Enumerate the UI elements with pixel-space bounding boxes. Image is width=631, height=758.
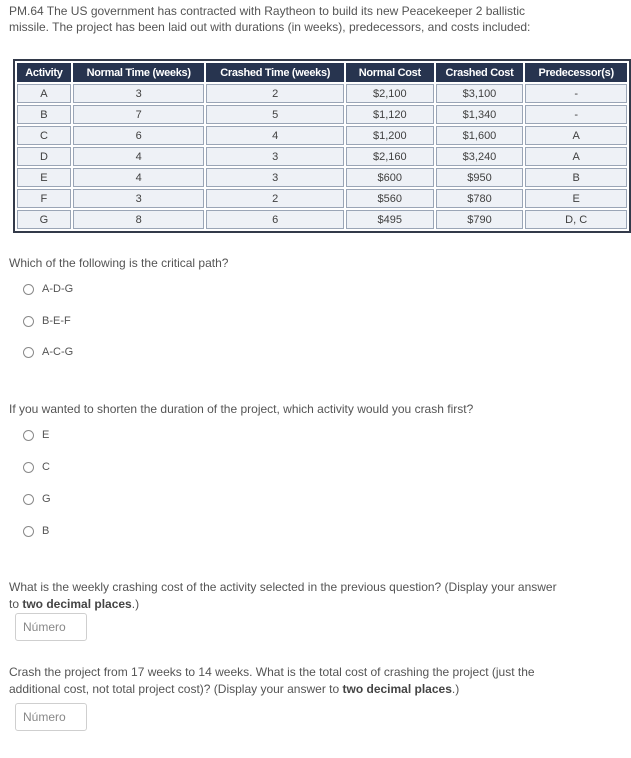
radio-button[interactable]	[23, 316, 34, 327]
option-label: C	[42, 461, 50, 473]
table-cell: -	[525, 105, 627, 124]
table-row	[17, 210, 627, 229]
question-line-2	[9, 681, 535, 698]
option-e[interactable]	[23, 429, 49, 441]
table-cell: $2,160	[346, 147, 434, 166]
text-post: .)	[451, 682, 460, 696]
radio-button[interactable]	[23, 430, 34, 441]
intro-line-2: missile. The project has been laid out with durations (in weeks), predecessors, and costs included:	[9, 20, 531, 34]
option-b[interactable]	[23, 525, 49, 537]
question-line-1: Crash the project from 17 weeks to 14 weeks. What is the total cost of crashing the project (just the	[9, 665, 535, 679]
activity-table-wrapper	[13, 59, 631, 233]
option-label: A-D-G	[42, 283, 74, 295]
option-a-d-g[interactable]	[23, 283, 73, 295]
question-line-2	[9, 596, 557, 613]
table-cell: $600	[346, 168, 434, 187]
text-pre: additional cost, not total project cost)? (Display your answer to	[9, 682, 343, 696]
option-label: B	[42, 525, 50, 537]
table-cell: 4	[73, 147, 205, 166]
table-cell: B	[525, 168, 627, 187]
table-header-row	[17, 63, 627, 82]
table-body	[17, 84, 627, 229]
table-cell: D	[17, 147, 71, 166]
table-cell: D, C	[525, 210, 627, 229]
column-header: Normal Time (weeks)	[73, 63, 205, 82]
option-label: G	[42, 493, 51, 505]
table-cell: 5	[206, 105, 344, 124]
question-line-1: What is the weekly crashing cost of the activity selected in the previous question? (Display your answer	[9, 580, 557, 594]
column-header: Predecessor(s)	[525, 63, 627, 82]
column-header: Normal Cost	[346, 63, 434, 82]
table-cell: $950	[436, 168, 524, 187]
intro-line-1: PM.64 The US government has contracted with Raytheon to build its new Peacekeeper 2 ballistic	[9, 4, 526, 18]
question-total-crash-cost	[9, 664, 535, 698]
table-row	[17, 189, 627, 208]
option-g[interactable]	[23, 493, 51, 505]
column-header: Crashed Cost	[436, 63, 524, 82]
table-row	[17, 147, 627, 166]
table-cell: $3,240	[436, 147, 524, 166]
table-cell: 2	[206, 189, 344, 208]
column-header: Activity	[17, 63, 71, 82]
table-row	[17, 84, 627, 103]
text-pre: to	[9, 597, 23, 611]
radio-button[interactable]	[23, 347, 34, 358]
table-cell: $1,340	[436, 105, 524, 124]
table-cell: E	[17, 168, 71, 187]
activity-table	[13, 59, 631, 233]
question-weekly-crash-cost	[9, 579, 557, 613]
table-cell: 3	[73, 189, 205, 208]
table-row	[17, 168, 627, 187]
table-cell: $560	[346, 189, 434, 208]
table-cell: 3	[73, 84, 205, 103]
table-cell: F	[17, 189, 71, 208]
table-cell: 6	[206, 210, 344, 229]
option-label: A-C-G	[42, 346, 74, 358]
option-b-e-f[interactable]	[23, 315, 71, 327]
table-cell: G	[17, 210, 71, 229]
problem-intro	[9, 3, 609, 35]
emphasis-two-decimal-places: two decimal places	[342, 682, 452, 696]
table-cell: A	[525, 147, 627, 166]
table-cell: C	[17, 126, 71, 145]
table-row	[17, 105, 627, 124]
table-cell: $3,100	[436, 84, 524, 103]
column-header: Crashed Time (weeks)	[206, 63, 344, 82]
table-cell: $495	[346, 210, 434, 229]
question-critical-path: Which of the following is the critical path?	[9, 256, 229, 270]
emphasis-two-decimal-places: two decimal places	[22, 597, 132, 611]
radio-button[interactable]	[23, 284, 34, 295]
question-crash-first: If you wanted to shorten the duration of the project, which activity would you crash first?	[9, 402, 474, 416]
table-cell: 3	[206, 168, 344, 187]
option-a-c-g[interactable]	[23, 346, 73, 358]
table-cell: -	[525, 84, 627, 103]
table-cell: A	[17, 84, 71, 103]
table-cell: 8	[73, 210, 205, 229]
table-cell: 4	[73, 168, 205, 187]
radio-button[interactable]	[23, 526, 34, 537]
radio-button[interactable]	[23, 462, 34, 473]
table-cell: 2	[206, 84, 344, 103]
option-c[interactable]	[23, 461, 50, 473]
table-cell: $790	[436, 210, 524, 229]
option-label: B-E-F	[42, 315, 71, 327]
table-cell: A	[525, 126, 627, 145]
table-cell: B	[17, 105, 71, 124]
table-cell: 6	[73, 126, 205, 145]
table-cell: $2,100	[346, 84, 434, 103]
weekly-crash-cost-input[interactable]	[15, 613, 87, 641]
table-cell: $1,600	[436, 126, 524, 145]
table-cell: 3	[206, 147, 344, 166]
option-label: E	[42, 429, 50, 441]
text-post: .)	[131, 597, 140, 611]
table-cell: $780	[436, 189, 524, 208]
table-row	[17, 126, 627, 145]
table-cell: $1,200	[346, 126, 434, 145]
total-crash-cost-input[interactable]	[15, 703, 87, 731]
table-cell: $1,120	[346, 105, 434, 124]
table-cell: E	[525, 189, 627, 208]
radio-button[interactable]	[23, 494, 34, 505]
table-cell: 7	[73, 105, 205, 124]
table-cell: 4	[206, 126, 344, 145]
